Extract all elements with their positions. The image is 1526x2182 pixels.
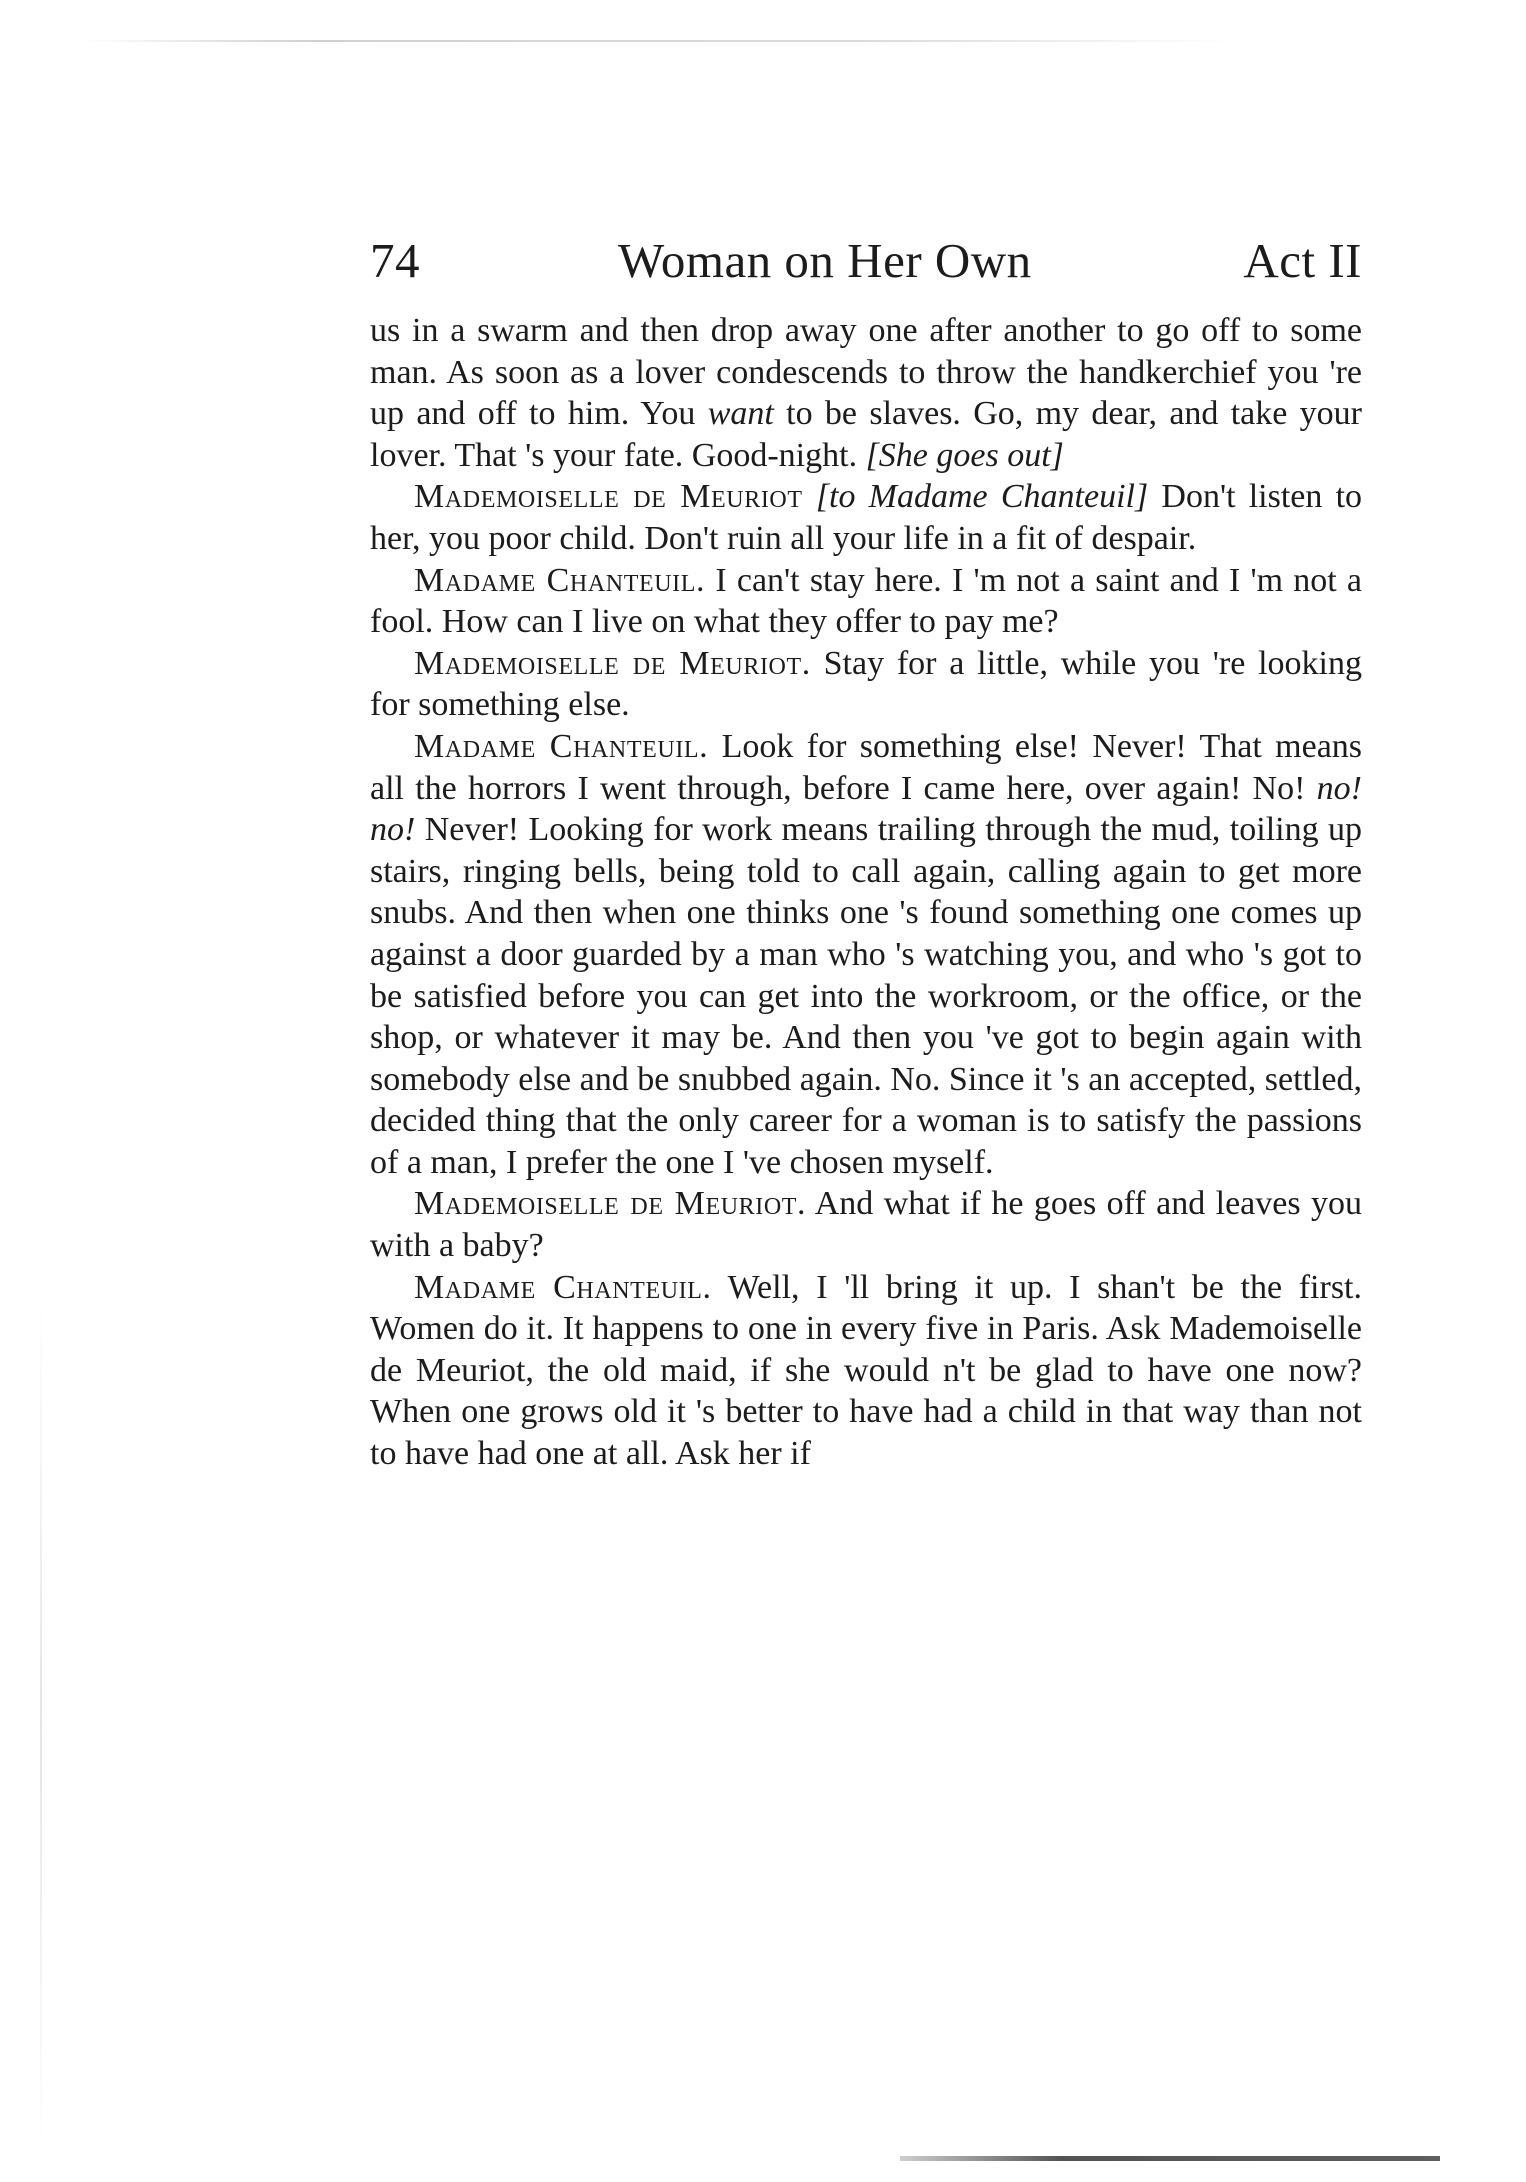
speech-text: Stay for a little, while you 're looking for something else. (370, 644, 1362, 724)
speech-text: Look for something else! Never! That means all the horrors I went through, before I came here, over again! No! (370, 727, 1363, 807)
scan-edge-top (80, 40, 1240, 42)
paragraph-speech (370, 560, 1362, 643)
speaker-name: Madame Chanteuil. (414, 561, 706, 599)
running-head (370, 226, 1362, 296)
emphasis-text: no! no! (370, 769, 1362, 849)
speaker-name: Mademoiselle de Meuriot. (414, 1185, 807, 1223)
scan-edge-left (40, 1300, 42, 2150)
act-label: Act II (1243, 233, 1362, 288)
paragraph-speech (370, 1267, 1362, 1475)
speech-text: Well, I 'll bring it up. I shan't be the first. Women do it. It happens to one in every five in Paris. Ask Mademoiselle de Meuriot, the old maid, if she would n't be glad to have one now? When one grows old it 's better to have had a child in that way than not to have had one at all. Ask her if (370, 1268, 1363, 1473)
scan-edge-bottom (900, 2156, 1440, 2161)
speaker-name: Mademoiselle de Meuriot. (414, 644, 811, 682)
paragraph-continuation (370, 310, 1362, 476)
paragraph-speech (370, 1183, 1362, 1266)
emphasis-text: want (707, 395, 774, 433)
book-page (370, 226, 1362, 1475)
paragraph-speech (370, 726, 1362, 1184)
speaker-name: Madame Chanteuil. (414, 1268, 712, 1306)
page-body (370, 310, 1362, 1475)
speech-text: And what if he goes off and leaves you with a baby? (370, 1185, 1362, 1265)
speech-text: Don't listen to her, you poor child. Don't ruin all your life in a fit of despair. (370, 478, 1363, 557)
speech-text: us in a swarm and then drop away one after another to go off to some man. As soon as a lover condescends to throw the handkerchief you 're up and off to him. You (370, 312, 1362, 433)
book-title: Woman on Her Own (618, 233, 1032, 288)
speech-text: to be slaves. Go, my dear, and take your lover. That 's your fate. Good-night. (370, 395, 1362, 474)
paragraph-speech (370, 643, 1362, 726)
paragraph-speech (370, 476, 1362, 559)
speech-text: I can't stay here. I 'm not a saint and I 'm not a fool. How can I live on what they offer to pay me? (370, 561, 1363, 641)
speech-text: Never! Looking for work means trailing through the mud, toiling up stairs, ringing bells, being told to call again, calling again to get more snubs. And then when one thinks one 's found something one comes up against a door guarded by a man who 's watching you, and who 's got to be satisfied before you can get into the workroom, or the office, or the shop, or whatever it may be. And then you 've got to begin again with somebody else and be snubbed again. No. Since it 's an accepted, settled, decided thing that the only career for a woman is to satisfy the passions of a man, I prefer the one I 've chosen myself. (370, 811, 1362, 1181)
stage-direction: [to Madame Chanteuil] (815, 478, 1149, 516)
speaker-name: Mademoiselle de Meuriot (414, 478, 803, 516)
page-number: 74 (370, 233, 420, 288)
speaker-name: Madame Chanteuil. (414, 727, 709, 765)
stage-direction: [She goes out] (865, 436, 1064, 474)
